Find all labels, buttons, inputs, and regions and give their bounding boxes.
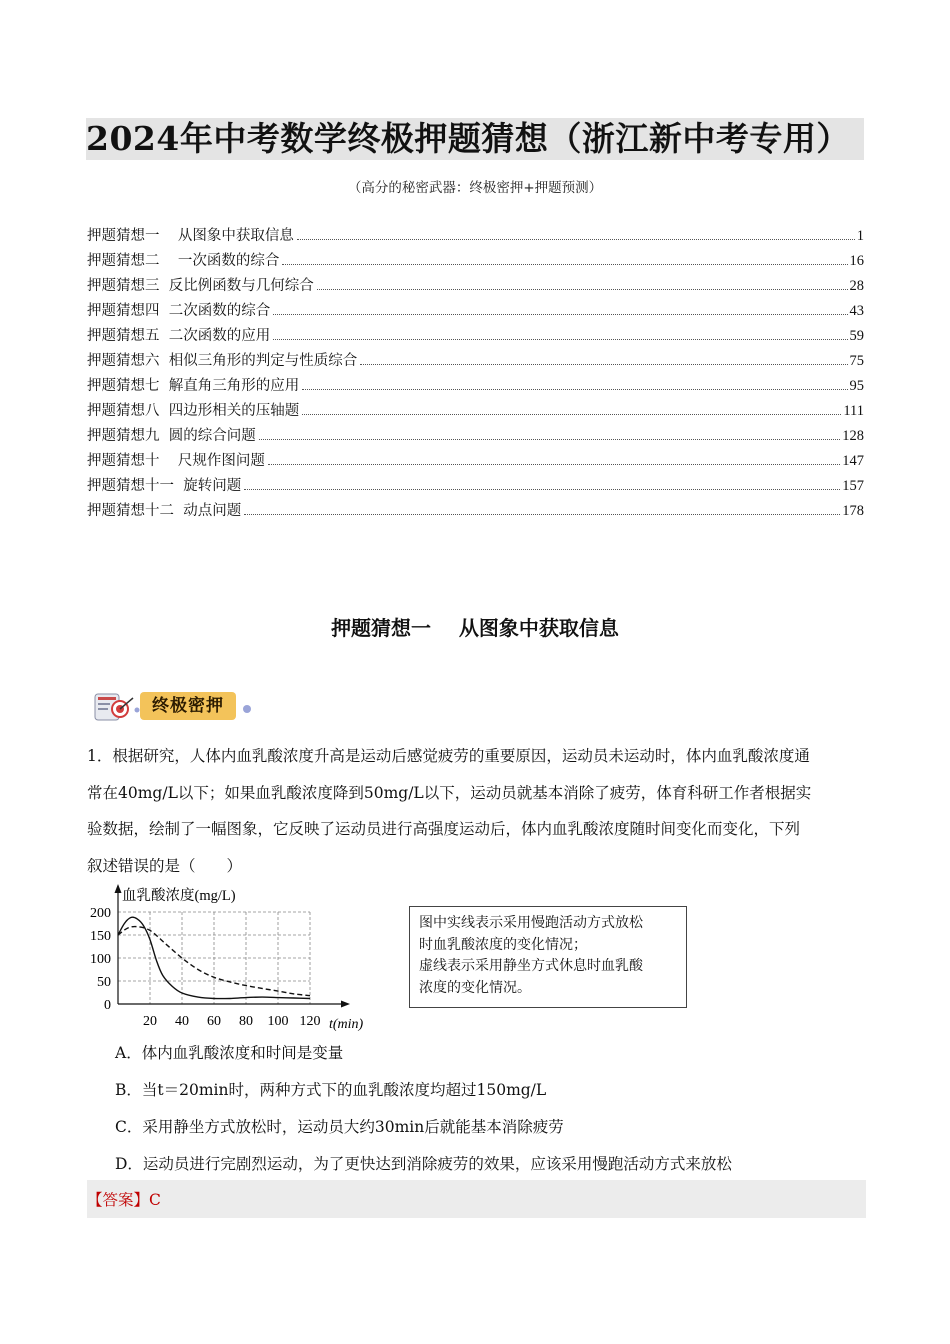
question-stem xyxy=(87,738,865,884)
toc-leader-dots xyxy=(297,239,855,240)
series-line-static-rest xyxy=(118,927,310,996)
x-tick-label: 120 xyxy=(299,1014,321,1029)
toc-leader-dots xyxy=(302,389,847,390)
note-line: 时血乳酸浓度的变化情况； xyxy=(419,936,587,953)
y-tick-label: 200 xyxy=(90,906,111,921)
section-banner xyxy=(93,688,263,724)
toc-entry-label: 押题猜想三 反比例函数与几何综合 xyxy=(87,278,314,294)
option-a[interactable]: A．体内血乳酸浓度和时间是变量 xyxy=(115,1044,344,1062)
y-tick-label: 0 xyxy=(104,998,111,1013)
toc-leader-dots xyxy=(282,264,847,265)
toc-entry-label: 押题猜想八 四边形相关的压轴题 xyxy=(87,403,300,419)
toc-entry-label: 押题猜想六 相似三角形的判定与性质综合 xyxy=(87,353,358,369)
answer-bar xyxy=(87,1180,866,1218)
toc-entry-page: 43 xyxy=(849,303,864,319)
toc-entry-page: 28 xyxy=(849,278,864,294)
table-of-contents xyxy=(87,224,864,524)
toc-leader-dots xyxy=(302,414,841,415)
note-line: 虚线表示采用静坐方式休息时血乳酸 xyxy=(419,958,643,974)
toc-entry-page: 111 xyxy=(843,403,864,419)
dot-icon xyxy=(241,703,253,715)
banner-label: 终极密押 xyxy=(140,692,236,720)
toc-leader-dots xyxy=(259,439,841,440)
y-tick-label: 50 xyxy=(97,975,111,990)
toc-leader-dots xyxy=(317,289,848,290)
y-axis-label: 血乳酸浓度(mg/L) xyxy=(122,888,236,904)
toc-entry-label: 押题猜想五 二次函数的应用 xyxy=(87,328,271,344)
toc-entry-page: 59 xyxy=(849,328,864,344)
toc-leader-dots xyxy=(244,514,840,515)
question-line: 常在40mg/L以下；如果血乳酸浓度降到50mg/L以下，运动员就基本消除了疲劳，体育科研工作者根据实 xyxy=(87,783,812,802)
note-line: 浓度的变化情况。 xyxy=(419,979,531,996)
toc-entry-label: 押题猜想四 二次函数的综合 xyxy=(87,303,271,319)
toc-leader-dots xyxy=(273,339,847,340)
toc-entry-label: 押题猜想一 从图象中获取信息 xyxy=(87,228,294,244)
toc-entry-label: 押题猜想十二 动点问题 xyxy=(87,503,242,519)
toc-entry-label: 押题猜想十一 旋转问题 xyxy=(87,478,242,494)
x-axis-label: t(min) xyxy=(329,1017,364,1032)
chart-legend-note xyxy=(409,906,687,1008)
question-line: 验数据，绘制了一幅图象，它反映了运动员进行高强度运动后，体内血乳酸浓度随时间变化而变化，下列 xyxy=(87,820,801,838)
document-title: 2024年中考数学终极押题猜想（浙江新中考专用） xyxy=(86,118,864,160)
toc-entry-label: 押题猜想七 解直角三角形的应用 xyxy=(87,378,300,394)
toc-entry[interactable] xyxy=(87,424,864,449)
toc-entry-label: 押题猜想九 圆的综合问题 xyxy=(87,428,256,444)
x-tick-label: 60 xyxy=(207,1014,221,1029)
toc-entry[interactable] xyxy=(87,374,864,399)
section-heading: 押题猜想一 从图象中获取信息 xyxy=(331,616,619,640)
toc-entry[interactable] xyxy=(87,274,864,299)
toc-entry-page: 128 xyxy=(842,428,864,444)
toc-leader-dots xyxy=(268,464,840,465)
option-b[interactable]: B．当t＝20min时，两种方式下的血乳酸浓度均超过150mg/L xyxy=(115,1081,547,1099)
y-tick-label: 150 xyxy=(90,929,111,944)
question-line: 叙述错误的是（ ） xyxy=(87,856,243,875)
toc-entry[interactable] xyxy=(87,474,864,499)
toc-entry[interactable] xyxy=(87,324,864,349)
question-line: 1．根据研究，人体内血乳酸浓度升高是运动后感觉疲劳的重要原因，运动员未运动时，体内血乳酸浓度通 xyxy=(87,747,810,765)
y-axis-arrow xyxy=(115,884,122,893)
toc-entry-page: 95 xyxy=(849,378,864,394)
toc-entry-page: 157 xyxy=(842,478,864,494)
x-tick-label: 20 xyxy=(143,1014,157,1029)
toc-entry-page: 1 xyxy=(856,228,864,244)
lactate-chart xyxy=(82,878,382,1033)
toc-leader-dots xyxy=(360,364,847,365)
toc-leader-dots xyxy=(244,489,840,490)
toc-entry-page: 178 xyxy=(842,503,864,519)
toc-entry-page: 16 xyxy=(849,253,864,269)
toc-entry[interactable] xyxy=(87,224,864,249)
option-c[interactable]: C．采用静坐方式放松时，运动员大约30min后就能基本消除疲劳 xyxy=(115,1118,564,1136)
x-tick-label: 100 xyxy=(267,1014,289,1029)
toc-entry[interactable] xyxy=(87,299,864,324)
toc-entry-label: 押题猜想二 一次函数的综合 xyxy=(87,253,280,269)
y-tick-label: 100 xyxy=(90,952,111,967)
toc-entry[interactable] xyxy=(87,499,864,524)
x-tick-label: 40 xyxy=(175,1014,189,1029)
x-tick-label: 80 xyxy=(239,1014,253,1029)
toc-leader-dots xyxy=(273,314,847,315)
toc-entry-page: 147 xyxy=(842,453,864,469)
document-subtitle: （高分的秘密武器：终极密押+押题预测） xyxy=(347,180,603,196)
toc-entry[interactable] xyxy=(87,449,864,474)
toc-entry[interactable] xyxy=(87,399,864,424)
toc-entry-label: 押题猜想十 尺规作图问题 xyxy=(87,453,265,469)
x-axis-arrow xyxy=(341,1001,350,1008)
toc-entry-page: 75 xyxy=(849,353,864,369)
target-icon xyxy=(93,688,143,724)
note-line: 图中实线表示采用慢跑活动方式放松 xyxy=(419,915,643,931)
toc-entry[interactable] xyxy=(87,349,864,374)
option-d[interactable]: D．运动员进行完剧烈运动，为了更快达到消除疲劳的效果，应该采用慢跑活动方式来放松 xyxy=(115,1155,732,1173)
answer-text: 【答案】C xyxy=(87,1191,161,1209)
toc-entry[interactable] xyxy=(87,249,864,274)
